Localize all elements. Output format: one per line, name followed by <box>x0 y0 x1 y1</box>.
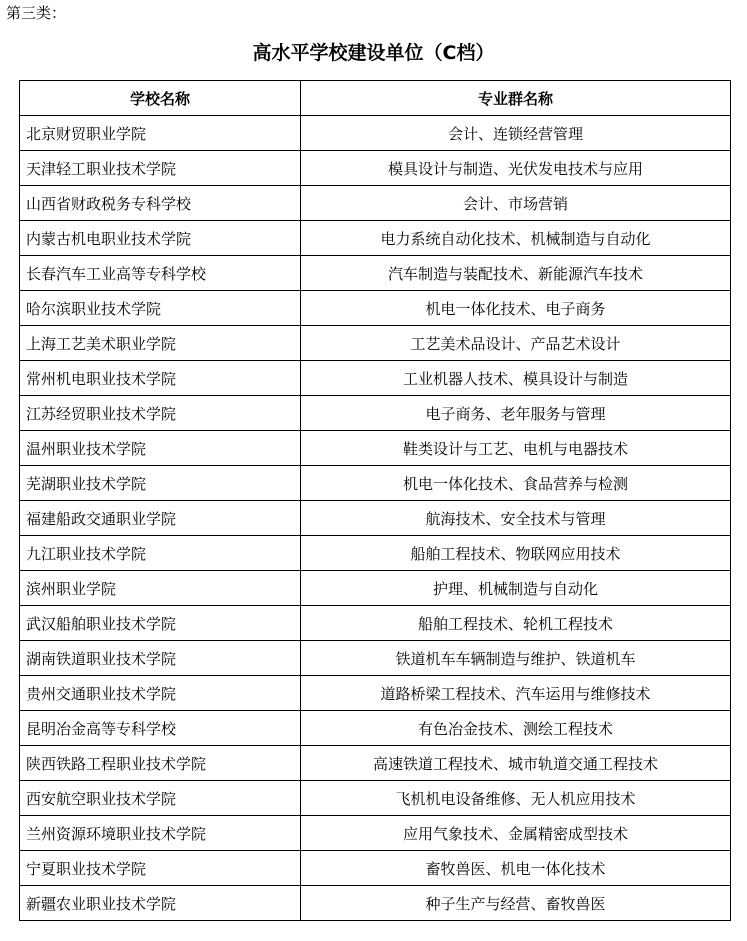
table-row <box>20 571 731 606</box>
table-row <box>20 326 731 361</box>
major-group-cell: 鞋类设计与工艺、电机与电器技术 <box>301 431 731 466</box>
major-group-cell: 汽车制造与装配技术、新能源汽车技术 <box>301 256 731 291</box>
table-row <box>20 711 731 746</box>
table-row <box>20 781 731 816</box>
major-group-cell: 铁道机车车辆制造与维护、铁道机车 <box>301 641 731 676</box>
school-name-cell: 温州职业技术学院 <box>20 431 301 466</box>
table-row <box>20 501 731 536</box>
table-header <box>20 81 731 116</box>
school-name-cell: 北京财贸职业学院 <box>20 116 301 151</box>
school-name-cell: 哈尔滨职业技术学院 <box>20 291 301 326</box>
school-table <box>19 80 731 921</box>
major-group-cell: 机电一体化技术、食品营养与检测 <box>301 466 731 501</box>
school-name-cell: 昆明冶金高等专科学校 <box>20 711 301 746</box>
table-row <box>20 221 731 256</box>
school-name-cell: 九江职业技术学院 <box>20 536 301 571</box>
table-row <box>20 466 731 501</box>
major-group-cell: 模具设计与制造、光伏发电技术与应用 <box>301 151 731 186</box>
table-row <box>20 676 731 711</box>
school-name-cell: 山西省财政税务专科学校 <box>20 186 301 221</box>
table-row <box>20 851 731 886</box>
category-label: 第三类： <box>6 4 67 22</box>
major-group-cell: 船舶工程技术、轮机工程技术 <box>301 606 731 641</box>
major-group-cell: 畜牧兽医、机电一体化技术 <box>301 851 731 886</box>
school-name-cell: 西安航空职业技术学院 <box>20 781 301 816</box>
table-body <box>20 116 731 921</box>
school-name-cell: 兰州资源环境职业技术学院 <box>20 816 301 851</box>
table-row <box>20 536 731 571</box>
school-name-cell: 武汉船舶职业技术学院 <box>20 606 301 641</box>
table-row <box>20 256 731 291</box>
school-name-cell: 滨州职业学院 <box>20 571 301 606</box>
school-name-cell: 内蒙古机电职业技术学院 <box>20 221 301 256</box>
table-row <box>20 361 731 396</box>
table-row <box>20 116 731 151</box>
major-group-cell: 种子生产与经营、畜牧兽医 <box>301 886 731 921</box>
school-name-cell: 福建船政交通职业学院 <box>20 501 301 536</box>
major-group-cell: 电子商务、老年服务与管理 <box>301 396 731 431</box>
column-header-school-name: 学校名称 <box>20 81 301 116</box>
page-title: 高水平学校建设单位（C档） <box>252 42 495 64</box>
table-row <box>20 746 731 781</box>
table-row <box>20 816 731 851</box>
major-group-cell: 会计、连锁经营管理 <box>301 116 731 151</box>
school-name-cell: 上海工艺美术职业学院 <box>20 326 301 361</box>
school-name-cell: 贵州交通职业技术学院 <box>20 676 301 711</box>
major-group-cell: 机电一体化技术、电子商务 <box>301 291 731 326</box>
column-header-major-group: 专业群名称 <box>301 81 731 116</box>
table-row <box>20 186 731 221</box>
table-row <box>20 291 731 326</box>
table-row <box>20 396 731 431</box>
table-row <box>20 151 731 186</box>
school-name-cell: 天津轻工职业技术学院 <box>20 151 301 186</box>
school-name-cell: 芜湖职业技术学院 <box>20 466 301 501</box>
school-name-cell: 湖南铁道职业技术学院 <box>20 641 301 676</box>
major-group-cell: 电力系统自动化技术、机械制造与自动化 <box>301 221 731 256</box>
major-group-cell: 护理、机械制造与自动化 <box>301 571 731 606</box>
major-group-cell: 会计、市场营销 <box>301 186 731 221</box>
table-row <box>20 431 731 466</box>
major-group-cell: 工艺美术品设计、产品艺术设计 <box>301 326 731 361</box>
major-group-cell: 高速铁道工程技术、城市轨道交通工程技术 <box>301 746 731 781</box>
school-name-cell: 常州机电职业技术学院 <box>20 361 301 396</box>
school-name-cell: 江苏经贸职业技术学院 <box>20 396 301 431</box>
major-group-cell: 应用气象技术、金属精密成型技术 <box>301 816 731 851</box>
major-group-cell: 飞机机电设备维修、无人机应用技术 <box>301 781 731 816</box>
school-name-cell: 新疆农业职业技术学院 <box>20 886 301 921</box>
table-row <box>20 641 731 676</box>
table-row <box>20 886 731 921</box>
school-name-cell: 长春汽车工业高等专科学校 <box>20 256 301 291</box>
major-group-cell: 船舶工程技术、物联网应用技术 <box>301 536 731 571</box>
table-row <box>20 606 731 641</box>
school-name-cell: 陕西铁路工程职业技术学院 <box>20 746 301 781</box>
major-group-cell: 道路桥梁工程技术、汽车运用与维修技术 <box>301 676 731 711</box>
major-group-cell: 有色冶金技术、测绘工程技术 <box>301 711 731 746</box>
major-group-cell: 工业机器人技术、模具设计与制造 <box>301 361 731 396</box>
major-group-cell: 航海技术、安全技术与管理 <box>301 501 731 536</box>
school-name-cell: 宁夏职业技术学院 <box>20 851 301 886</box>
table-header-row <box>20 81 731 116</box>
